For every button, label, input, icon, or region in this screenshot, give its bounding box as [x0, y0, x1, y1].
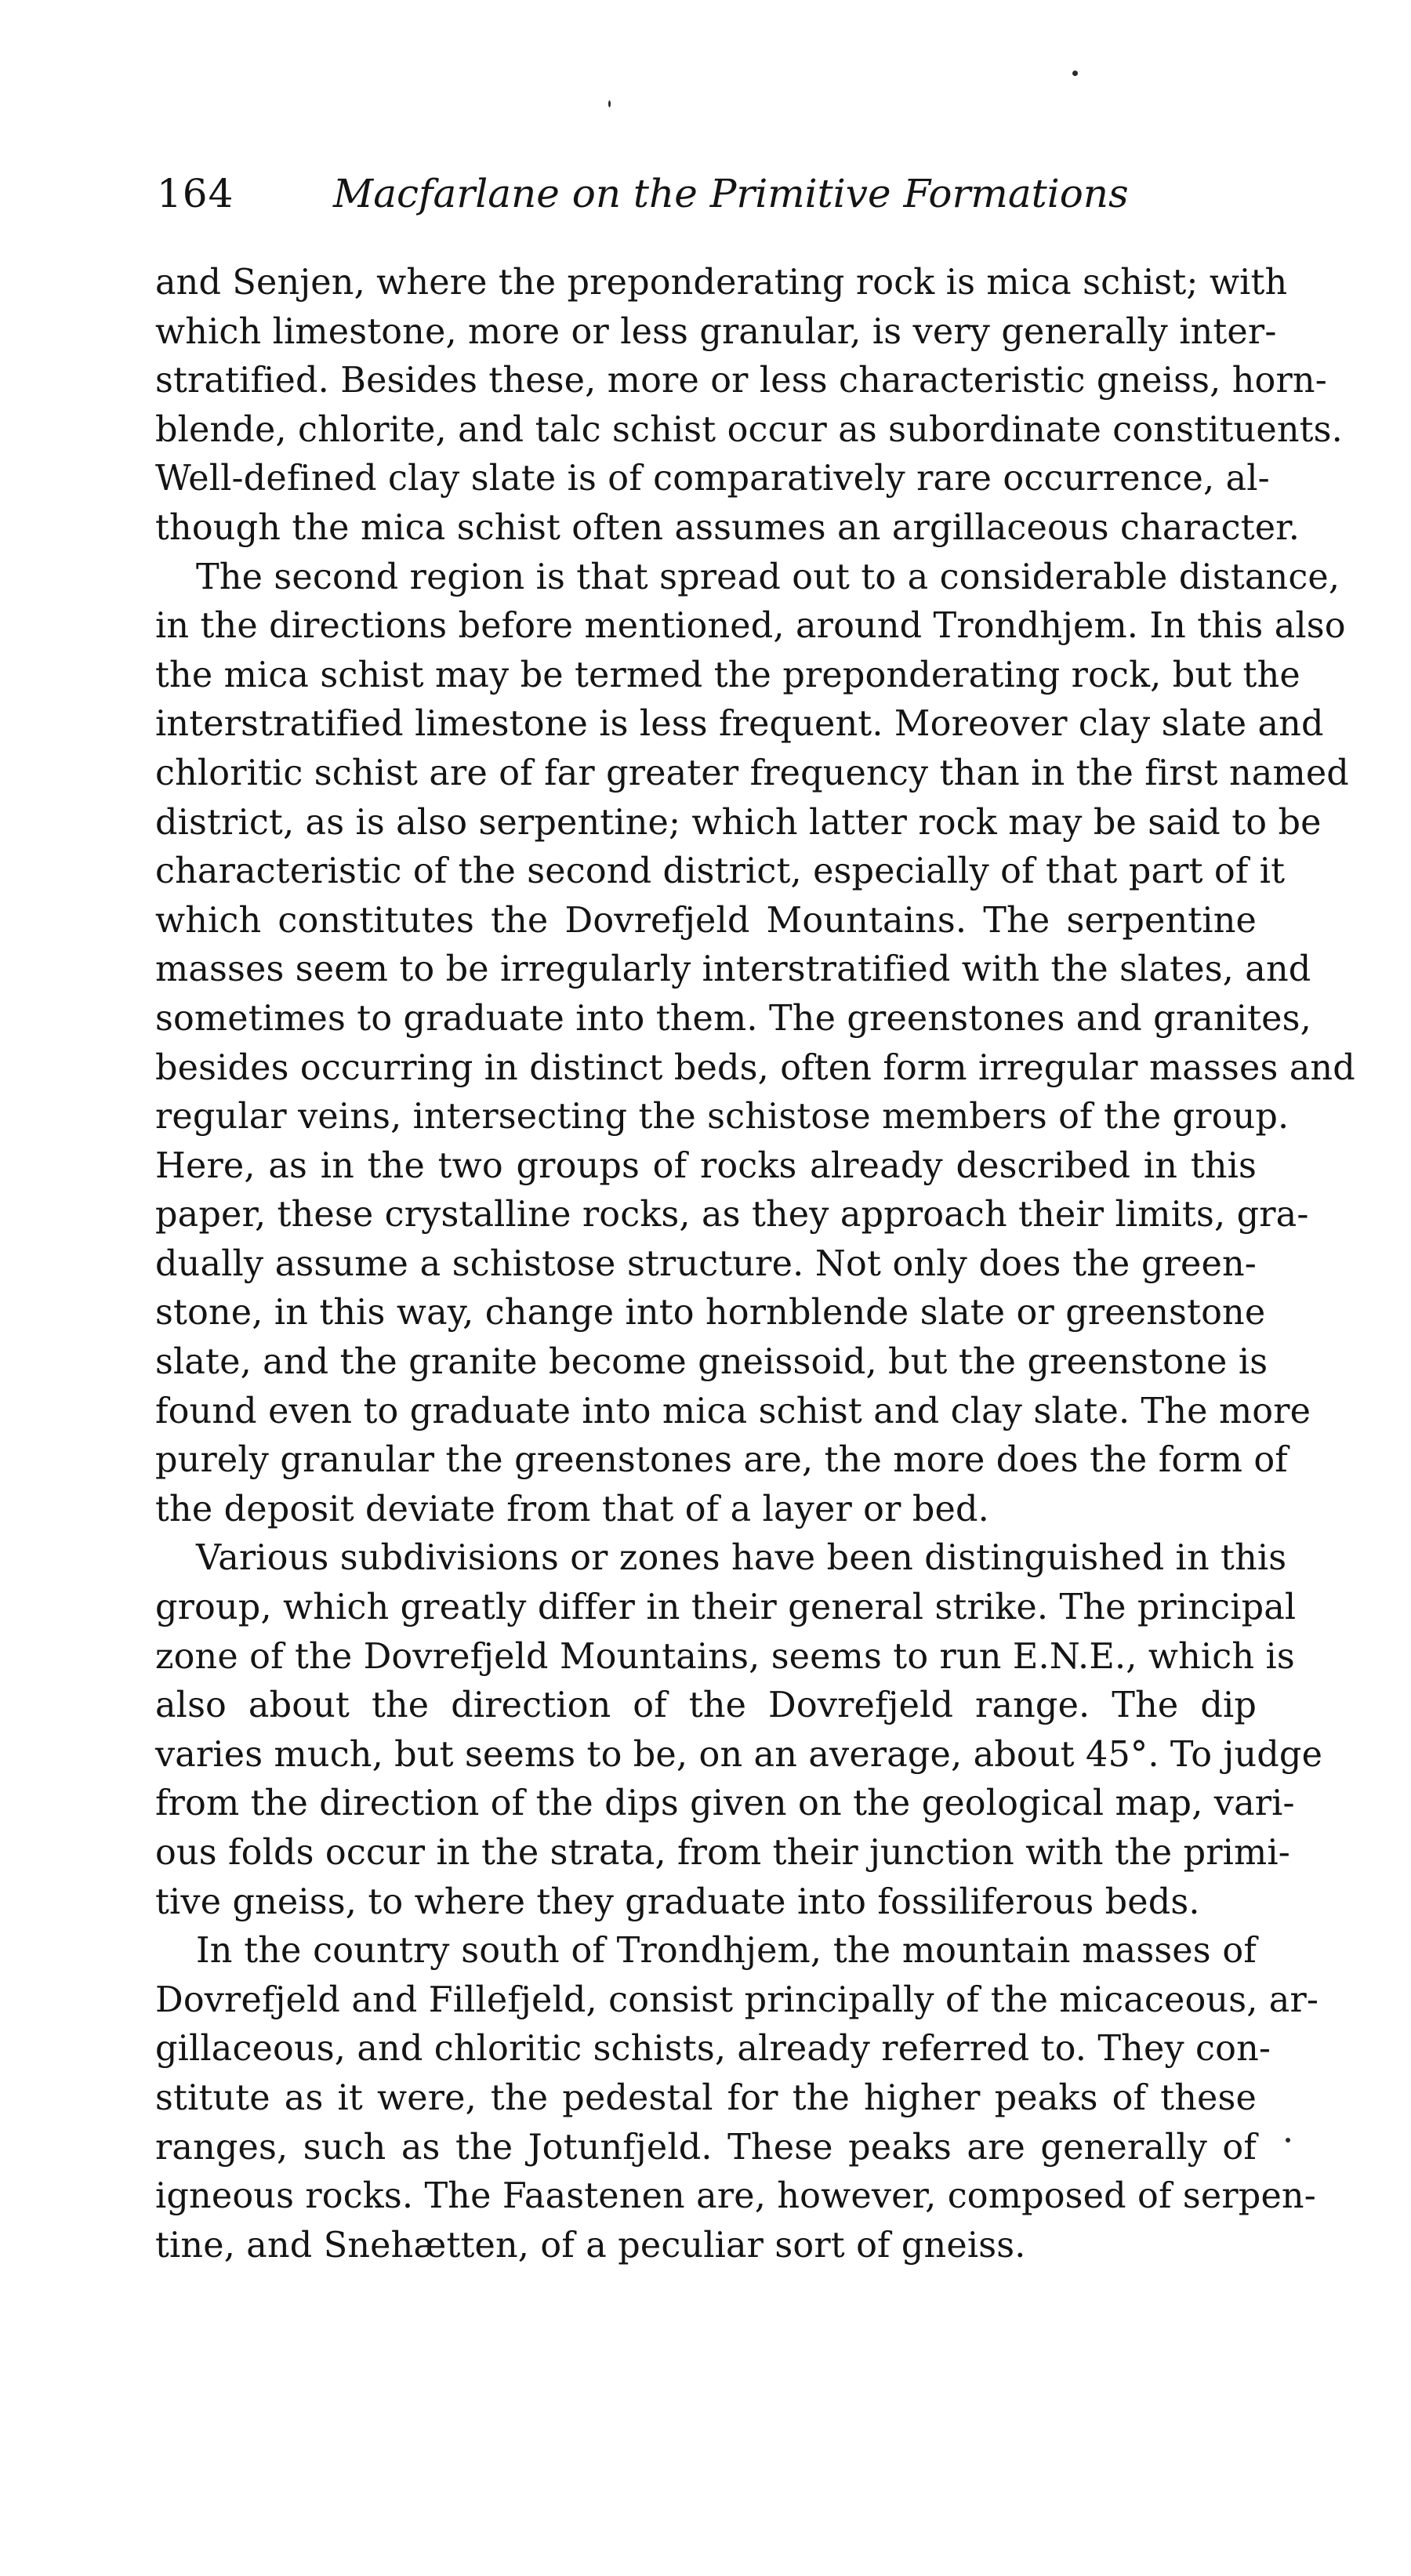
- text-line: Here, as in the two groups of rocks already described in this: [155, 1145, 1257, 1186]
- text-line: varies much, but seems to be, on an average, about 45°. To judge: [155, 1734, 1323, 1775]
- body-text: [155, 259, 1355, 2270]
- text-line: found even to graduate into mica schist and clay slate. The more: [155, 1391, 1311, 1431]
- text-line: stratified. Besides these, more or less characteristic gneiss, horn-: [155, 361, 1327, 401]
- text-line: The second region is that spread out to a considerable distance,: [196, 557, 1340, 597]
- text-line: which limestone, more or less granular, is very generally inter-: [155, 311, 1277, 352]
- text-line: sometimes to graduate into them. The greenstones and granites,: [155, 998, 1311, 1039]
- text-line: in the directions before mentioned, around Trondhjem. In this also: [155, 606, 1346, 647]
- print-speck: [1072, 71, 1078, 76]
- running-title: Macfarlane on the Primitive Formations: [333, 171, 1129, 216]
- text-line: group, which greatly differ in their general strike. The principal: [155, 1587, 1297, 1628]
- page-header: [157, 166, 1254, 221]
- text-line: Dovrefjeld and Fillefjeld, consist principally of the micaceous, ar-: [155, 1979, 1319, 2020]
- text-line: Various subdivisions or zones have been distinguished in this: [196, 1538, 1287, 1579]
- text-line: regular veins, intersecting the schistose members of the group.: [155, 1097, 1289, 1137]
- text-line: stone, in this way, change into hornblende slate or greenstone: [155, 1293, 1266, 1333]
- text-line: besides occurring in distinct beds, often form irregular masses and: [155, 1047, 1355, 1088]
- text-line: the deposit deviate from that of a layer or bed.: [155, 1489, 989, 1529]
- text-line: In the country south of Trondhjem, the mountain masses of: [196, 1931, 1257, 1972]
- text-line: interstratified limestone is less frequent. Moreover clay slate and: [155, 704, 1324, 745]
- text-line: igneous rocks. The Faastenen are, however, composed of serpen-: [155, 2176, 1316, 2217]
- text-line: which constitutes the Dovrefjeld Mountains. The serpentine: [155, 900, 1257, 941]
- text-line: stitute as it were, the pedestal for the higher peaks of these: [155, 2077, 1257, 2118]
- text-line: purely granular the greenstones are, the more does the form of: [155, 1440, 1288, 1481]
- text-line: characteristic of the second district, especially of that part of it: [155, 851, 1286, 892]
- text-line: masses seem to be irregularly interstratified with the slates, and: [155, 949, 1311, 990]
- text-line: from the direction of the dips given on the geological map, vari-: [155, 1783, 1295, 1824]
- text-line: dually assume a schistose structure. Not only does the green-: [155, 1243, 1257, 1284]
- text-line: though the mica schist often assumes an argillaceous character.: [155, 507, 1300, 548]
- page-number: 164: [157, 171, 234, 216]
- text-line: ous folds occur in the strata, from their junction with the primi-: [155, 1833, 1290, 1873]
- text-line: blende, chlorite, and talc schist occur as subordinate constituents.: [155, 409, 1343, 450]
- text-line: Well-defined clay slate is of comparatively rare occurrence, al-: [155, 459, 1270, 499]
- text-line: zone of the Dovrefjeld Mountains, seems to run E.N.E., which is: [155, 1636, 1295, 1677]
- text-line: gillaceous, and chloritic schists, already referred to. They con-: [155, 2029, 1271, 2070]
- text-line: slate, and the granite become gneissoid, but the greenstone is: [155, 1342, 1268, 1383]
- print-speck: [1286, 2138, 1290, 2142]
- print-speck: [608, 100, 611, 107]
- text-line: tine, and Snehætten, of a peculiar sort of gneiss.: [155, 2225, 1026, 2266]
- text-line: the mica schist may be termed the preponderating rock, but the: [155, 655, 1300, 695]
- text-line: and Senjen, where the preponderating rock is mica schist; with: [155, 263, 1288, 303]
- text-line: paper, these crystalline rocks, as they approach their limits, gra-: [155, 1195, 1309, 1235]
- text-line: also about the direction of the Dovrefjeld range. The dip: [155, 1685, 1257, 1726]
- text-line: district, as is also serpentine; which latter rock may be said to be: [155, 802, 1322, 843]
- text-line: tive gneiss, to where they graduate into fossiliferous beds.: [155, 1881, 1200, 1922]
- text-line: chloritic schist are of far greater frequency than in the first named: [155, 753, 1349, 793]
- text-line: ranges, such as the Jotunfjeld. These peaks are generally of: [155, 2127, 1257, 2168]
